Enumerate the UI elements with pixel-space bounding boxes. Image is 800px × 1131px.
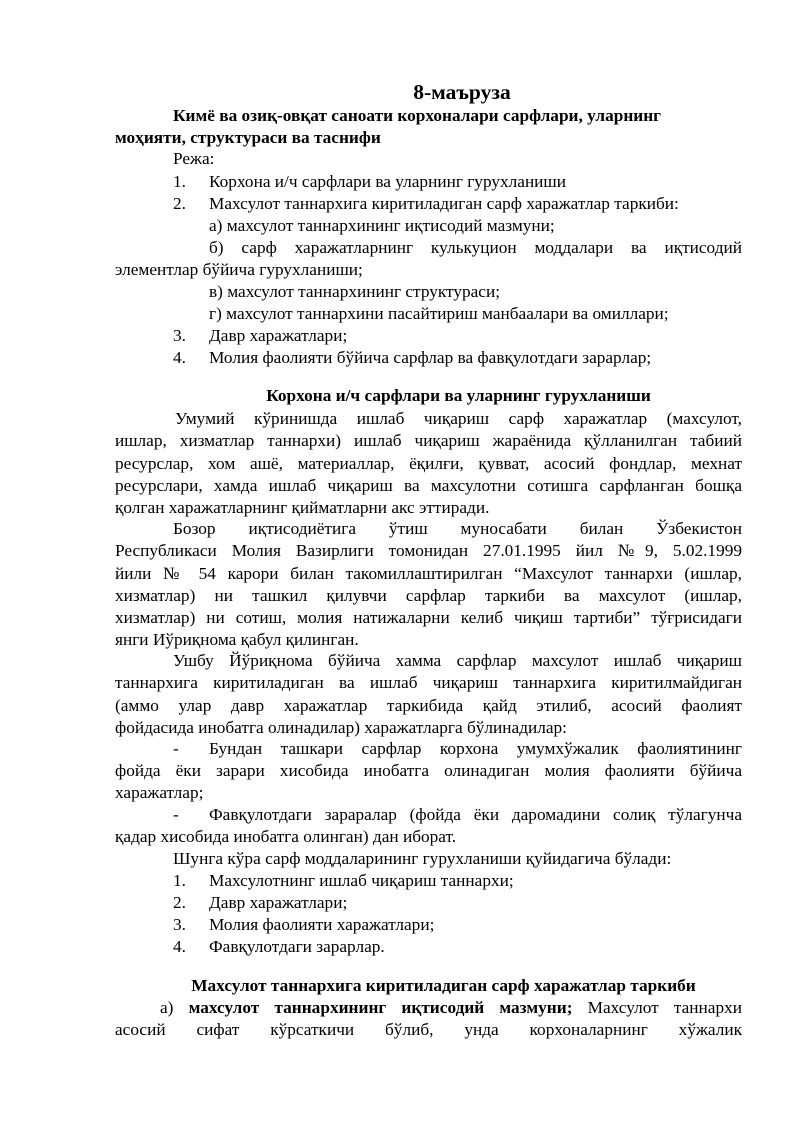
- group-number: 1.: [173, 871, 186, 890]
- paragraph-line: ресурслари, хамда ишлаб чиқариш ва махсулотни сотишга сарфланган бошқа: [115, 475, 742, 495]
- paragraph-line: янги Иўриқнома қабул қилинган.: [115, 630, 359, 650]
- group-number: 3.: [173, 915, 186, 934]
- paragraph-5-line1: [160, 997, 742, 1019]
- dash-line: харажатлар;: [115, 783, 204, 802]
- group-text: Махсулотнинг ишлаб чиқариш таннархи;: [209, 871, 514, 890]
- group-text: Молия фаолияти харажатлари;: [209, 915, 435, 934]
- paragraph-line: Бозор иқтисодиётига ўтиш муносабати билан Ўзбекистон: [173, 519, 742, 538]
- plan-number: 4.: [173, 348, 186, 367]
- plan-sub-g: г) махсулот таннархини пасайтириш манбаалари ва омиллари;: [209, 304, 669, 323]
- paragraph-5-line2: асосий сифат кўрсаткичи бўлиб, унда корхоналарнинг хўжалик: [115, 1020, 742, 1039]
- plan-text: Корхона и/ч сарфлари ва уларнинг гурухланиши: [209, 172, 566, 191]
- plan-number: 1.: [173, 172, 186, 191]
- plan-text: Махсулот таннархига киритиладиган сарф харажатлар таркиби:: [209, 194, 679, 213]
- lecture-title: 8-маъруза: [413, 80, 511, 104]
- paragraph-4: Шунга кўра сарф моддаларининг гурухланиши қуйидагича бўлади:: [173, 849, 672, 868]
- section-heading-1: Корхона и/ч сарфлари ва уларнинг гурухланиши: [266, 386, 651, 405]
- plan-sub-v: в) махсулот таннархининг структураси;: [209, 282, 501, 301]
- paragraph-2: [115, 518, 742, 652]
- group-number: 2.: [173, 893, 186, 912]
- subtitle-line-1: Кимё ва озиқ-овқат саноати корхоналари сарфлари, уларнинг: [173, 106, 662, 125]
- plan-text: Давр харажатлари;: [209, 326, 348, 345]
- plan-sub-a: а) махсулот таннархининг иқтисодий мазмуни;: [209, 216, 555, 235]
- paragraph-line: таннархига киритиладиган ва ишлаб чиқариш таннархига киритилмайдиган: [115, 673, 742, 693]
- dash-line: фойда ёки зарари хисобида инобатга олинадиган молия фаолияти бўйича: [115, 761, 742, 780]
- group-number: 4.: [173, 937, 186, 956]
- dash-line: қадар хисобида инобатга олинган) дан иборат.: [115, 827, 457, 846]
- paragraph-line: ишлар, хизматлар таннархи) ишлаб чиқариш жараёнида қўлланилган табиий: [115, 431, 742, 451]
- paragraph-line: Умумий кўринишда ишлаб чиқариш сарф харажатлар (махсулот,: [175, 409, 742, 428]
- dash-line: Фавқулотдаги зараралар (фойда ёки даромадини солиқ тўлагунча: [209, 805, 742, 824]
- plan-number: 3.: [173, 326, 186, 345]
- plan-text: Молия фаолияти бўйича сарфлар ва фавқулотдаги зарарлар;: [209, 348, 652, 367]
- dash-line: Бундан ташкари сарфлар корхона умумхўжалик фаолиятининг: [209, 739, 742, 758]
- dash-marker: -: [173, 739, 179, 758]
- lecture-subtitle: [115, 105, 742, 150]
- paragraph-line: (аммо улар давр харажатлар таркибида қайд этилиб, асосий фаолият: [115, 695, 742, 715]
- paragraph-line: Республикаси Молия Вазирлиги томонидан 27.01.1995 йил №9, 5.02.1999: [115, 541, 742, 561]
- paragraph-line: фойдасида инобатга олинадилар) харажатларга бўлинадилар:: [115, 717, 567, 737]
- plan-sub-b-line2: элементлар бўйича гурухланиши;: [115, 260, 363, 279]
- paragraph-line: хизматлар) ни сотиш, молия натижаларни келиб чиқиш тартиби” тўғрисидаги: [115, 608, 742, 628]
- paragraph-line: йили № 54 карори билан такомиллаштирилган “Махсулот таннархи (ишлар,: [115, 563, 742, 583]
- paragraph-3: [115, 650, 742, 739]
- plan-sub-b-line1: б) сарф харажатларнинг кулькуцион моддалари ва иқтисодий: [209, 238, 742, 257]
- paragraph-line: қолган харажатларнинг қийматларни акс эттиради.: [115, 498, 490, 518]
- paragraph-1: [115, 408, 742, 519]
- group-text: Фавқулотдаги зарарлар.: [209, 937, 385, 956]
- section-heading-2: Махсулот таннархига киритиладиган сарф харажатлар таркиби: [191, 976, 696, 995]
- subtitle-line-2: моҳияти, структураси ва таснифи: [115, 128, 381, 148]
- plan-label: Режа:: [173, 149, 215, 168]
- group-text: Давр харажатлари;: [209, 893, 348, 912]
- plan-number: 2.: [173, 194, 186, 213]
- paragraph-line: Ушбу Йўриқнома бўйича хамма сарфлар махсулот ишлаб чиқариш: [173, 651, 742, 670]
- paragraph-line: ресурслар, хом ашё, материаллар, ёқилғи, қувват, асосий фондлар, мехнат: [115, 453, 742, 473]
- paragraph-5-rest: Махсулот таннархи: [572, 998, 742, 1017]
- paragraph-5-prefix: а): [160, 998, 189, 1017]
- dash-marker: -: [173, 805, 179, 824]
- paragraph-line: хизматлар) ни ташкил қилувчи сарфлар таркиби ва махсулот (ишлар,: [115, 585, 742, 605]
- paragraph-5-bold: махсулот таннархининг иқтисодий мазмуни;: [188, 998, 573, 1017]
